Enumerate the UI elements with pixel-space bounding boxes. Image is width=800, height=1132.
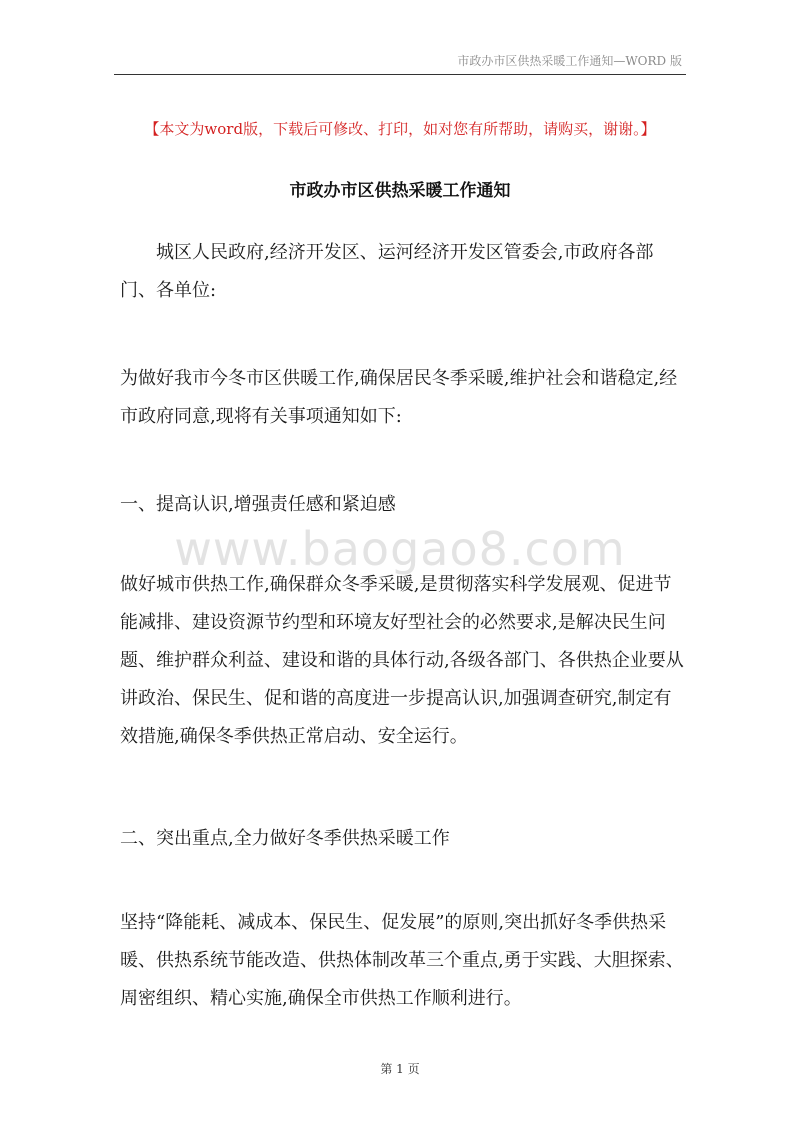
purchase-notice: 【本文为word版，下载后可修改、打印，如对您有所帮助，请购买，谢谢。】 <box>144 120 656 138</box>
section-1-heading: 一、提高认识,增强责任感和紧迫感 <box>120 494 396 515</box>
addressee-paragraph: 城区人民政府,经济开发区、运河经济开发区管委会,市政府各部门、各单位: <box>120 242 654 301</box>
running-header: 市政办市区供热采暖工作通知—WORD 版 <box>457 54 682 68</box>
section-1-paragraph: 做好城市供热工作,确保群众冬季采暖,是贯彻落实科学发展观、促进节能减排、建设资源节约型和环境友好型社会的必然要求,是解决民生问题、维护群众利益、建设和谐的具体行动,各级各部门、各供热企业要从讲政治、保民生、促和谐的高度进一步提高认识,加强调查研究,制定有效措施,确保冬季供热正常启动、安全运行。 <box>120 574 684 747</box>
intro-paragraph: 为做好我市今冬市区供暖工作,确保居民冬季采暖,维护社会和谐稳定,经市政府同意,现将有关事项通知如下: <box>120 368 678 427</box>
header-divider <box>114 74 686 75</box>
section-2-heading: 二、突出重点,全力做好冬季供热采暖工作 <box>120 828 450 849</box>
watermark: www.baogao8.com <box>174 522 626 576</box>
section-2-paragraph: 坚持“降能耗、减成本、保民生、促发展”的原则,突出抓好冬季供热采暖、供热系统节能改造、供热体制改革三个重点,勇于实践、大胆探索、周密组织、精心实施,确保全市供热工作顺利进行。 <box>120 912 684 1009</box>
document-title: 市政办市区供热采暖工作通知 <box>289 181 511 201</box>
page-number: 第 1 页 <box>380 1062 420 1076</box>
